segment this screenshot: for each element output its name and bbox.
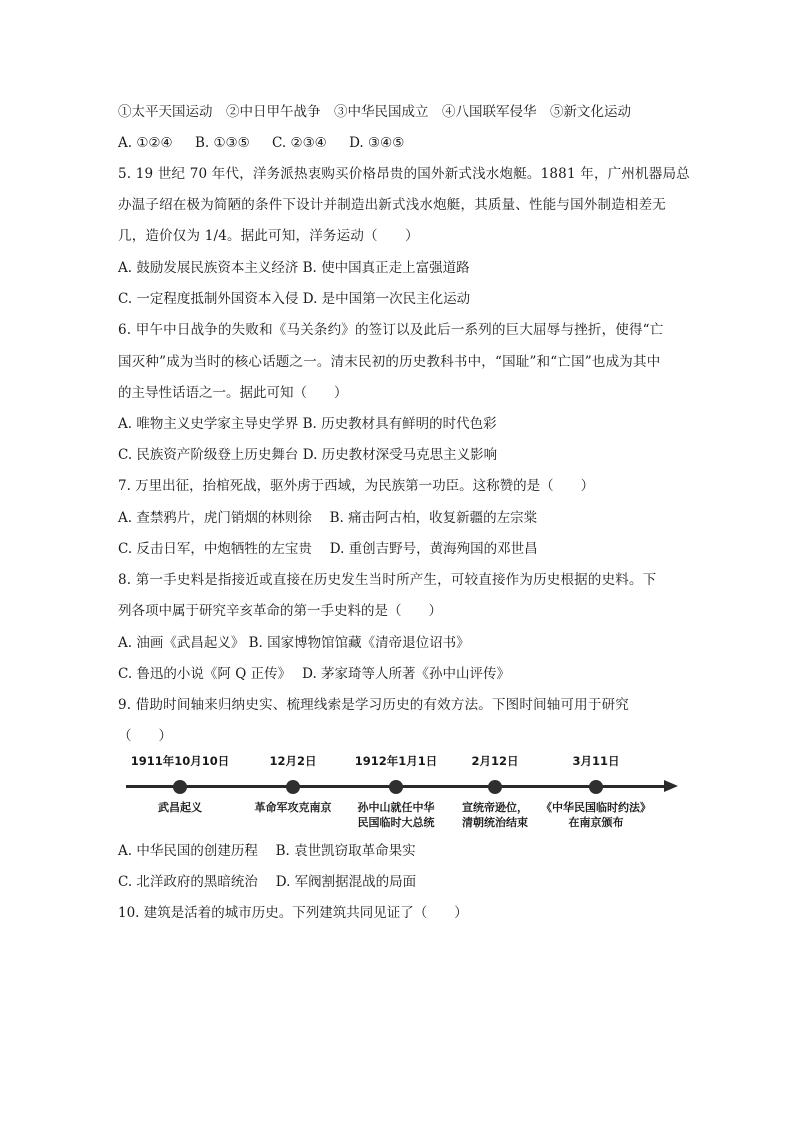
q4-option-c[interactable]: C. ②③④: [272, 135, 327, 151]
timeline-date: 1911年10月10日: [130, 754, 230, 768]
q5-stem-line-2: 办温子绍在极为简陋的条件下设计并制造出新式浅水炮艇，其质量、性能与国外制造相差无: [118, 197, 666, 213]
q6-stem-line-3: 的主导性话语之一。据此可知（ ）: [118, 385, 348, 401]
q8-options-ab[interactable]: A. 油画《武昌起义》 B. 国家博物馆馆藏《清帝退位诏书》: [118, 635, 470, 651]
timeline-node-1: [120, 752, 240, 815]
timeline-date: 12月2日: [269, 754, 317, 768]
timeline-dot: [488, 780, 502, 794]
q4-options: [118, 133, 404, 153]
q4-option-b[interactable]: B. ①③⑤: [194, 135, 250, 151]
timeline-node-5: [536, 752, 656, 830]
timeline-date: 3月11日: [572, 754, 620, 768]
q7-stem: 7. 万里出征，抬棺死战，驱外虏于西域，为民族第一功臣。这称赞的是（ ）: [118, 478, 595, 494]
q4-option-d[interactable]: D. ③④⑤: [349, 135, 405, 151]
q5-stem-line-1: 5. 19 世纪 70 年代，洋务派热衷购买价格昂贵的国外新式浅水炮艇。1881 年，广州机器局总: [118, 166, 690, 182]
timeline-event: 《中华民国临时约法》 在南京颁布: [541, 801, 651, 829]
q4-items: ①太平天国运动 ②中日甲午战争 ③中华民国成立 ④八国联军侵华 ⑤新文化运动: [118, 104, 631, 120]
q5-options-ab[interactable]: A. 鼓励发展民族资本主义经济 B. 使中国真正走上富强道路: [118, 260, 470, 276]
q8-options-cd[interactable]: C. 鲁迅的小说《阿 Q 正传》 D. 茅家琦等人所著《孙中山评传》: [118, 666, 511, 682]
q8-stem-line-1: 8. 第一手史料是指接近或直接在历史发生当时所产生，可较直接作为历史根据的史料。下: [118, 572, 657, 588]
timeline-arrowhead: [664, 780, 678, 792]
timeline-date: 2月12日: [471, 754, 519, 768]
q6-options-cd[interactable]: C. 民族资产阶级登上历史舞台 D. 历史教材深受马克思主义影响: [118, 447, 498, 463]
timeline-event: 孙中山就任中华 民国临时大总统: [357, 801, 435, 829]
timeline-dot: [389, 780, 403, 794]
timeline-node-2: [233, 752, 353, 815]
q6-options-ab[interactable]: A. 唯物主义史学家主导史学界 B. 历史教材具有鲜明的时代色彩: [118, 416, 497, 432]
timeline-event: 宣统帝逊位， 清朝统治结束: [462, 801, 528, 829]
q9-stem-line-2: （ ）: [118, 728, 172, 744]
q9-options-ab[interactable]: A. 中华民国的创建历程 B. 袁世凯窃取革命果实: [118, 843, 416, 859]
timeline-event: 武昌起义: [158, 801, 202, 814]
timeline-event: 革命军攻克南京: [254, 801, 332, 814]
q9-stem-line-1: 9. 借助时间轴来归纳史实、梳理线索是学习历史的有效方法。下图时间轴可用于研究: [118, 697, 629, 713]
q5-stem-line-3: 几，造价仅为 1/4。据此可知，洋务运动（ ）: [118, 228, 419, 244]
timeline-dot: [286, 780, 300, 794]
q6-stem-line-2: 国灭种”成为当时的核心话题之一。清末民初的历史教科书中，“国耻”和“亡国”也成为其中: [118, 354, 661, 370]
q7-options-ab[interactable]: A. 查禁鸦片，虎门销烟的林则徐 B. 痛击阿古柏，收复新疆的左宗棠: [118, 510, 538, 526]
q7-options-cd[interactable]: C. 反击日军，中炮牺牲的左宝贵 D. 重创吉野号，黄海殉国的邓世昌: [118, 541, 538, 557]
timeline-dot: [173, 780, 187, 794]
timeline-date: 1912年1月1日: [354, 754, 438, 768]
timeline-figure: [118, 752, 686, 836]
q4-option-a[interactable]: A. ①②④: [118, 135, 173, 151]
q5-options-cd[interactable]: C. 一定程度抵制外国资本入侵 D. 是中国第一次民主化运动: [118, 291, 471, 307]
q6-stem-line-1: 6. 甲午中日战争的失败和《马关条约》的签订以及此后一系列的巨大屈辱与挫折，使得“亡: [118, 322, 664, 338]
q9-options-cd[interactable]: C. 北洋政府的黑暗统治 D. 军阀割据混战的局面: [118, 874, 417, 890]
q10-stem: 10. 建筑是活着的城市历史。下列建筑共同见证了（ ）: [118, 905, 468, 921]
q8-stem-line-2: 列各项中属于研究辛亥革命的第一手史料的是（ ）: [118, 603, 442, 619]
timeline-dot: [589, 780, 603, 794]
